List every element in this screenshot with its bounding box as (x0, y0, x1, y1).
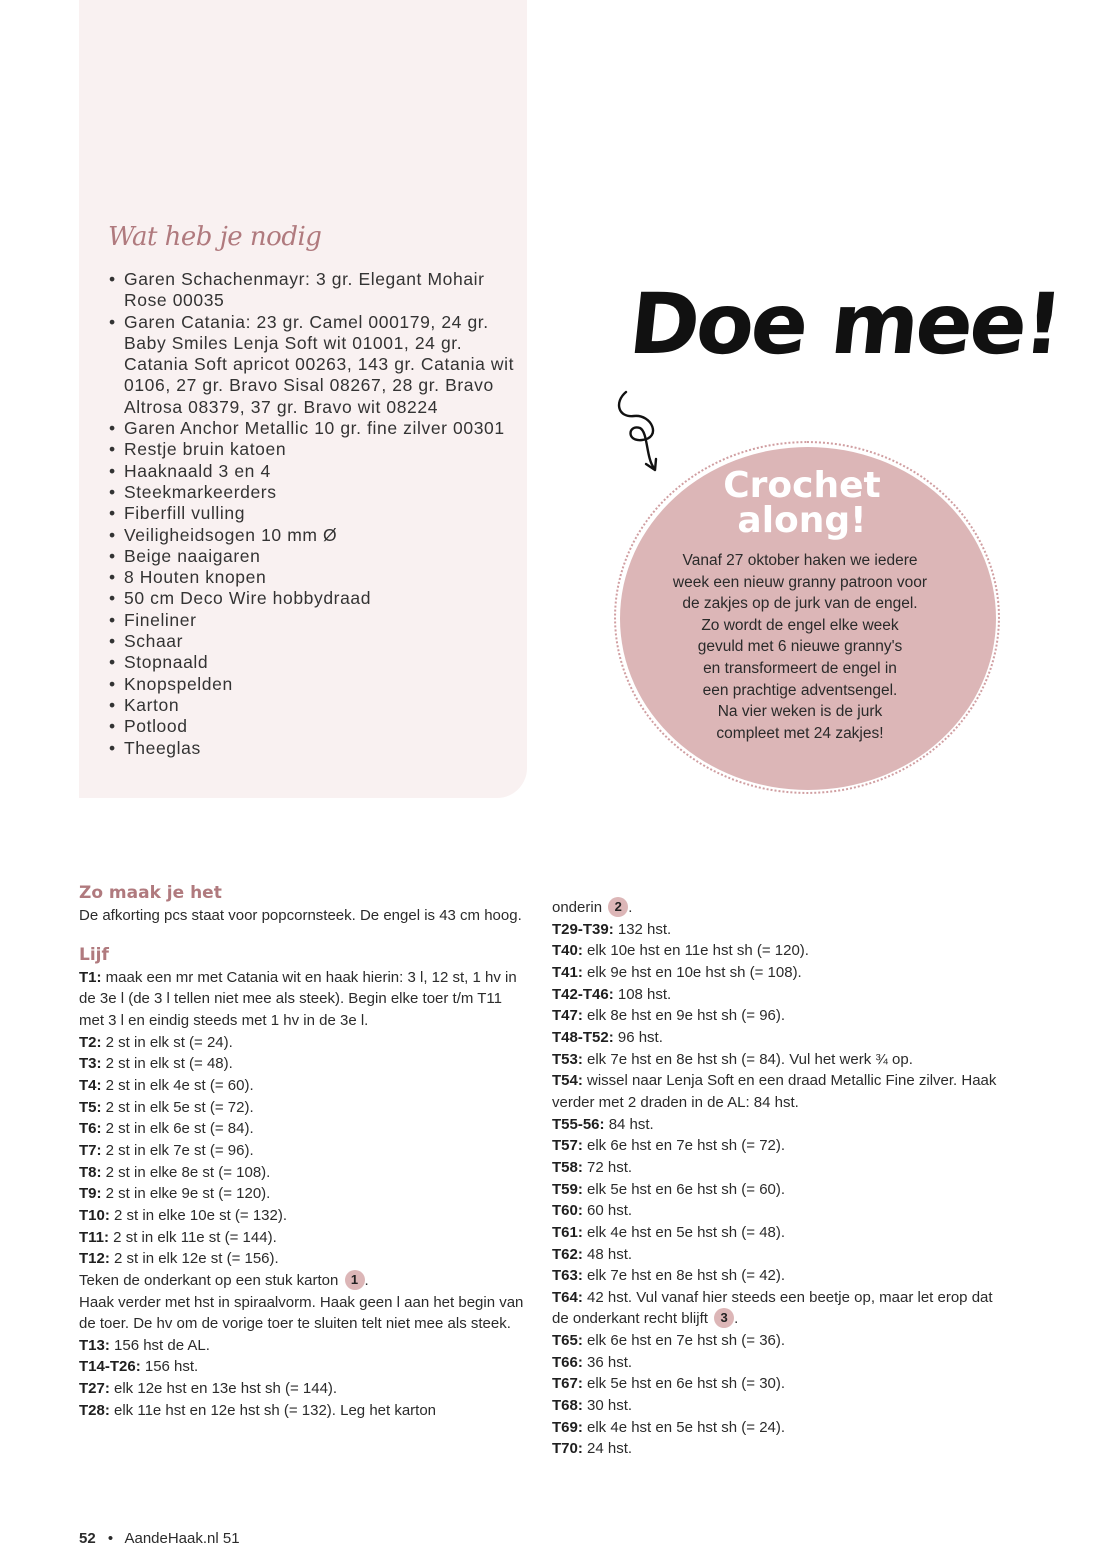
instruction-row: T41: elk 9e hst en 10e hst sh (= 108). (552, 963, 802, 981)
materials-list (108, 269, 518, 759)
materials-item: • Fineliner (109, 609, 197, 630)
materials-item: • Garen Schachenmayr: 3 gr. Elegant Mohair Rose 00035 (109, 269, 485, 311)
instruction-row: T55-56: 84 hst. (552, 1115, 654, 1133)
instruction-row: T27: elk 12e hst en 13e hst sh (= 144). (79, 1380, 338, 1398)
bullet: • (109, 524, 116, 545)
instruction-row: T10: 2 st in elke 10e st (= 132). (79, 1206, 288, 1224)
instruction-row: T63: elk 7e hst en 8e hst sh (= 42). (552, 1267, 786, 1285)
bullet: • (109, 609, 116, 630)
bullet: • (109, 588, 116, 609)
instruction-row: T5: 2 st in elk 5e st (= 72). (79, 1098, 254, 1116)
circle-text-line: en transformeert de engel in (703, 659, 897, 677)
circle-text-line: compleet met 24 zakjes! (716, 724, 884, 742)
step-badge-2: 2 (608, 897, 628, 917)
materials-item: • Potlood (109, 716, 188, 737)
crochet-along-text (640, 550, 960, 744)
circle-title-line-2: along! (737, 500, 867, 541)
materials-title: Wat heb je nodig (108, 222, 322, 252)
step-badge-1: 1 (345, 1270, 365, 1290)
instruction-row: T65: elk 6e hst en 7e hst sh (= 36). (552, 1332, 786, 1350)
instruction-row: T54: wissel naar Lenja Soft en een draad Metallic Fine zilver. Haak verder met 2 draden in de AL: 84 hst. (552, 1072, 997, 1111)
materials-item: • Veiligheidsogen 10 mm Ø (109, 524, 338, 545)
bullet: • (109, 716, 116, 737)
materials-item: • Theeglas (109, 737, 201, 758)
materials-item: • Steekmarkeerders (109, 481, 277, 502)
materials-item: • Fiberfill vulling (109, 503, 246, 524)
magazine-name: AandeHaak.nl 51 (124, 1530, 240, 1547)
instruction-row: T66: 36 hst. (552, 1353, 633, 1371)
bullet: • (109, 673, 116, 694)
circle-text-line: week een nieuw granny patroon voor (672, 573, 928, 591)
instruction-row: T47: elk 8e hst en 9e hst sh (= 96). (552, 1007, 786, 1025)
bullet: • (109, 567, 116, 588)
circle-text-line: een prachtige adventsengel. (702, 681, 898, 699)
instruction-row: T48-T52: 96 hst. (552, 1028, 663, 1046)
instruction-row: T69: elk 4e hst en 5e hst sh (= 24). (552, 1418, 786, 1436)
bullet: • (109, 418, 116, 439)
instruction-row: T13: 156 hst de AL. (79, 1336, 210, 1354)
intro-text: De afkorting pcs staat voor popcornsteek. De engel is 43 cm hoog. (79, 907, 522, 924)
instruction-row: T2: 2 st in elk st (= 24). (79, 1033, 233, 1051)
bullet: • (109, 311, 116, 332)
circle-text-line: de zakjes op de jurk van de engel. (682, 595, 918, 613)
section-heading-lijf: Lijf (79, 944, 109, 965)
instruction-row: T59: elk 5e hst en 6e hst sh (= 60). (552, 1180, 786, 1198)
circle-text-line: Na vier weken is de jurk (717, 703, 883, 721)
instruction-row: T67: elk 5e hst en 6e hst sh (= 30). (552, 1375, 786, 1393)
materials-item: • 8 Houten knopen (109, 567, 267, 588)
page-number: 52 (79, 1530, 96, 1547)
step-badge-3: 3 (714, 1308, 734, 1328)
bullet: • (109, 481, 116, 502)
circle-text-line: gevuld met 6 nieuwe granny's (697, 638, 903, 656)
bullet: • (109, 737, 116, 758)
instruction-row: T70: 24 hst. (552, 1440, 633, 1458)
instruction-row: T6: 2 st in elk 6e st (= 84). (79, 1120, 254, 1138)
instruction-row: T61: elk 4e hst en 5e hst sh (= 48). (552, 1223, 786, 1241)
crochet-along-title (722, 465, 882, 541)
circle-title-line-1: Crochet (723, 465, 881, 506)
bullet: • (109, 694, 116, 715)
bullet: • (109, 439, 116, 460)
bullet: • (109, 631, 116, 652)
materials-item: • Garen Catania: 23 gr. Camel 000179, 24 gr. Baby Smiles Lenja Soft wit 01001, 24 gr. Catania Soft apricot 00263, 143 gr. Catania wit 0106, 27 gr. Bravo Sisal 08267, 28 gr. Bravo Altrosa 08379, 37 gr. Bravo wit 08224 (109, 311, 515, 417)
instruction-row: T9: 2 st in elke 9e st (= 120). (79, 1185, 271, 1203)
instruction-row: T11: 2 st in elk 11e st (= 144). (79, 1228, 277, 1246)
instruction-row: T14-T26: 156 hst. (79, 1358, 199, 1376)
instruction-row: T28: elk 11e hst en 12e hst sh (= 132). Leg het karton (79, 1401, 437, 1419)
instruction-row: T29-T39: 132 hst. (552, 920, 672, 938)
materials-item: • Stopnaald (109, 652, 209, 673)
materials-item: • 50 cm Deco Wire hobbydraad (109, 588, 372, 609)
row-t64: T64: 42 hst. Vul vanaf hier steeds een beetje op, maar let erop dat de onderkant recht blijft 3 . (552, 1288, 993, 1328)
instruction-row: T4: 2 st in elk 4e st (= 60). (79, 1076, 254, 1094)
circle-text-line: Vanaf 27 oktober haken we iedere (682, 552, 918, 569)
materials-item: • Garen Anchor Metallic 10 gr. fine zilver 00301 (109, 418, 505, 439)
karton-instruction: Teken de onderkant op een stuk karton 1 . (79, 1271, 369, 1289)
instructions-left-column (79, 881, 531, 1421)
footer-bullet: • (107, 1530, 114, 1547)
materials-item: • Knopspelden (109, 673, 233, 694)
page-footer (79, 1530, 240, 1547)
instruction-row: T42-T46: 108 hst. (552, 985, 672, 1003)
bullet: • (109, 503, 116, 524)
instruction-row: T40: elk 10e hst en 11e hst sh (= 120). (552, 942, 809, 960)
instruction-row: T57: elk 6e hst en 7e hst sh (= 72). (552, 1137, 786, 1155)
circle-text-line: Zo wordt de engel elke week (701, 616, 899, 634)
instruction-row: T53: elk 7e hst en 8e hst sh (= 84). Vul het werk ¾ op. (552, 1050, 913, 1068)
instruction-row: T3: 2 st in elk st (= 48). (79, 1055, 233, 1073)
materials-item: • Haaknaald 3 en 4 (109, 460, 271, 481)
bullet: • (109, 460, 116, 481)
instruction-row: T58: 72 hst. (552, 1158, 633, 1176)
instruction-row: T12: 2 st in elk 12e st (= 156). (79, 1250, 279, 1268)
instruction-row: T62: 48 hst. (552, 1245, 633, 1263)
bullet: • (109, 269, 116, 289)
bullet: • (109, 652, 116, 673)
promo-headline: Doe mee! (624, 275, 1065, 373)
bullet: • (109, 545, 116, 566)
materials-item: • Beige naaigaren (109, 545, 261, 566)
spiral-instruction: Haak verder met hst in spiraalvorm. Haak geen l aan het begin van de toer. De hv om de vorige toer te sluiten telt niet mee als steek. (79, 1293, 524, 1333)
instructions-right-column (552, 899, 1002, 1460)
onderin-instruction: onderin 2 . (552, 899, 633, 916)
instruction-row: T7: 2 st in elk 7e st (= 96). (79, 1141, 254, 1159)
instruction-row: T60: 60 hst. (552, 1202, 633, 1220)
section-heading-how: Zo maak je het (79, 883, 222, 903)
instruction-row: T68: 30 hst. (552, 1397, 633, 1415)
instruction-row: T1: maak een mr met Catania wit en haak hierin: 3 l, 12 st, 1 hv in de 3e l (de 3 l tellen niet mee als steek). Begin elke toer t/m T11 met 3 l en eindig steeds met 1 hv in de 3e l. (79, 968, 517, 1029)
instruction-row: T8: 2 st in elke 8e st (= 108). (79, 1163, 271, 1181)
materials-item: • Restje bruin katoen (109, 439, 287, 460)
materials-item: • Schaar (109, 631, 184, 652)
materials-item: • Karton (109, 694, 180, 715)
